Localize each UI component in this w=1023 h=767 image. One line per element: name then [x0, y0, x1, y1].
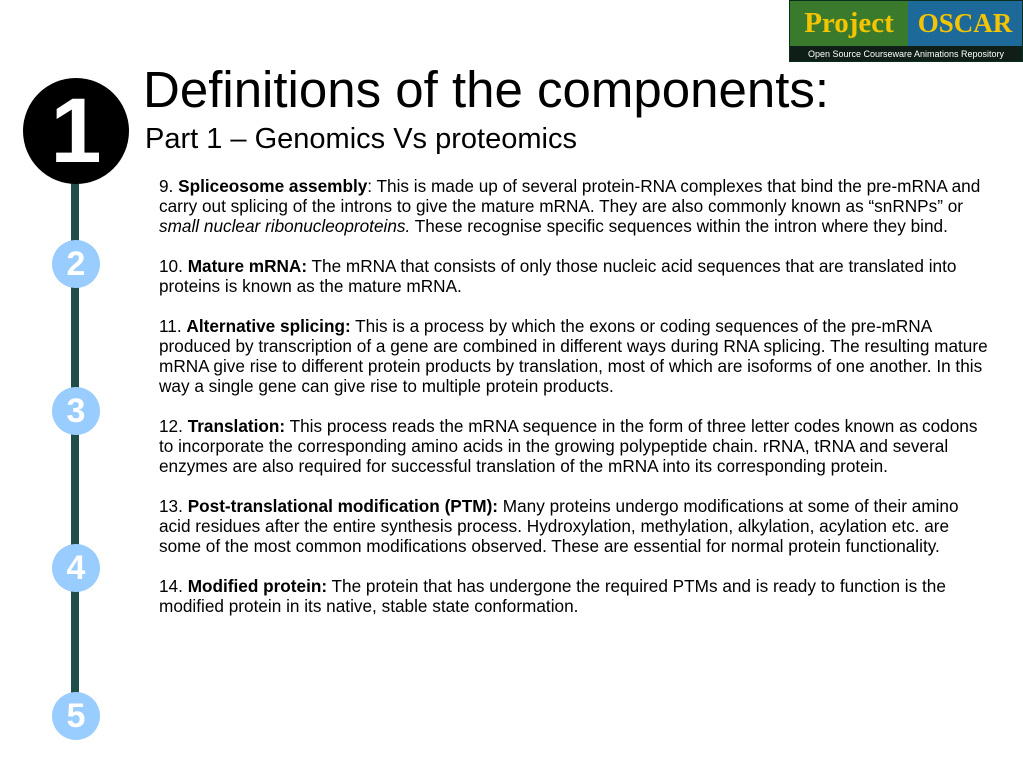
definition-italic-term: small nuclear ribonucleoproteins.: [159, 216, 411, 236]
definition-text: This process reads the mRNA sequence in the form of three letter codes known as codons to incorporate the corresponding amino acids in the growing polypeptide chain. rRNA, tRNA and several enzymes are also required for successful translation of the mRNA into its corresponding protein.: [159, 416, 978, 476]
definition-number: 14.: [159, 576, 183, 596]
definition-text: Many proteins undergo modifications at some of their amino acid residues after the entire synthesis process. Hydroxylation, methylation, alkylation, acylation etc. are some of the most common modifications observed. These are essential for normal protein functionality.: [159, 496, 959, 556]
definition-term: Alternative splicing:: [186, 316, 351, 336]
definition-number: 12.: [159, 416, 183, 436]
definitions-list: [159, 176, 991, 636]
definition-14: [159, 576, 991, 616]
definition-term: Post-translational modification (PTM):: [187, 496, 499, 516]
definition-term: Spliceosome assembly: [178, 176, 368, 196]
definition-term: Modified protein:: [187, 576, 328, 596]
definition-number: 10.: [159, 256, 183, 276]
definition-number: 13.: [159, 496, 183, 516]
definition-11: [159, 316, 991, 396]
definition-term: Translation:: [187, 416, 286, 436]
step-4[interactable]: 4: [52, 544, 100, 592]
step-3[interactable]: 3: [52, 387, 100, 435]
definition-text: This is a process by which the exons or coding sequences of the pre-mRNA produced by transcription of a gene are combined in different ways during RNA splicing. The resulting mature mRNA give rise to different protein products by translation, most of which are isoforms of one another. In this way a single gene can give rise to multiple protein products.: [159, 316, 988, 396]
definition-number: 11.: [159, 316, 182, 336]
definition-text: These recognise specific sequences within the intron where they bind.: [410, 216, 948, 236]
step-5[interactable]: 5: [52, 692, 100, 740]
definition-term: Mature mRNA:: [187, 256, 308, 276]
slide-title: Definitions of the components:: [143, 61, 830, 118]
definition-10: [159, 256, 991, 296]
definition-text: This is made up of several protein-RNA complexes that bind the pre-mRNA and carry out splicing of the introns to give the mature mRNA. They are also commonly known as “snRNPs” or: [159, 176, 981, 216]
logo-word-oscar: OSCAR: [908, 1, 1022, 46]
logo-tagline: Open Source Courseware Animations Repository: [790, 46, 1022, 61]
definition-text: The protein that has undergone the required PTMs and is ready to function is the modified protein in its native, stable state conformation.: [159, 576, 946, 616]
definition-number: 9.: [159, 176, 174, 196]
slide-subtitle: Part 1 – Genomics Vs proteomics: [145, 123, 577, 155]
definition-9: 9. Spliceosome assembly: This is made up of several protein-RNA complexes that bind the pre-mRNA and carry out splicing of the introns to give the mature mRNA. They are also commonly known as “snRNPs” or small nuclear ribonucleoproteins. These recognise specific sequences within the intron where they bind.: [159, 176, 981, 236]
definition-text: The mRNA that consists of only those nucleic acid sequences that are translated into proteins is known as the mature mRNA.: [159, 256, 957, 296]
project-oscar-logo: [789, 0, 1023, 62]
definition-13: [159, 496, 991, 556]
logo-word-project: Project: [790, 1, 908, 46]
definition-12: [159, 416, 991, 476]
step-1-active[interactable]: 1: [23, 78, 129, 184]
step-2[interactable]: 2: [52, 240, 100, 288]
